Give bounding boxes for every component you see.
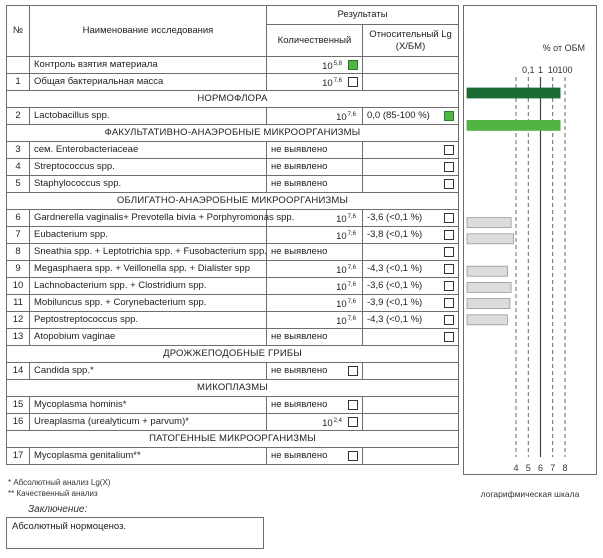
header-results: Результаты — [267, 6, 459, 25]
chart-bar — [467, 234, 514, 244]
row-number: 16 — [7, 414, 30, 431]
row-quant-cell — [267, 244, 363, 261]
row-quant-cell — [267, 329, 363, 346]
row-test-name: Общая бактериальная масса — [30, 74, 267, 91]
row-test-name: Staphylococcus spp. — [30, 176, 267, 193]
table-row — [7, 159, 459, 176]
chart-bar — [467, 299, 510, 309]
chart-bar — [467, 315, 507, 325]
section-title: ПАТОГЕННЫЕ МИКРООРГАНИЗМЫ — [7, 431, 459, 448]
row-rel-cell — [363, 329, 459, 346]
row-rel-cell — [363, 176, 459, 193]
chart-bar — [467, 282, 511, 292]
rel-value: -3,6 (<0,1 %) — [367, 212, 423, 223]
row-number: 13 — [7, 329, 30, 346]
footnote-2: ** Качественный анализ — [8, 489, 98, 498]
result-checkbox — [348, 400, 358, 410]
result-checkbox — [444, 315, 454, 325]
row-number: 9 — [7, 261, 30, 278]
row-quant-cell — [267, 159, 363, 176]
footnotes — [8, 477, 110, 499]
quant-value: 10 — [336, 230, 347, 242]
quant-value: не выявлено — [271, 161, 328, 172]
conclusion-box — [6, 517, 264, 549]
row-number: 17 — [7, 448, 30, 465]
result-checkbox — [444, 230, 454, 240]
top-tick-label: 0,1 — [521, 65, 535, 75]
table-row — [7, 397, 459, 414]
result-checkbox — [348, 77, 358, 87]
quant-exponent: 7,6 — [347, 264, 356, 271]
row-rel-cell — [363, 57, 459, 74]
table-row — [7, 176, 459, 193]
row-rel-cell — [363, 74, 459, 91]
bottom-tick-label: 7 — [550, 463, 556, 473]
table-row — [7, 244, 459, 261]
result-checkbox — [444, 145, 454, 155]
quant-value: не выявлено — [271, 450, 328, 461]
section-header — [7, 125, 459, 142]
quant-value: 10 — [336, 281, 347, 293]
row-rel-cell — [363, 414, 459, 431]
row-number: 15 — [7, 397, 30, 414]
section-header — [7, 380, 459, 397]
table-row — [7, 74, 459, 91]
row-number: 11 — [7, 295, 30, 312]
row-quant-cell — [267, 448, 363, 465]
results-table — [6, 5, 459, 465]
section-title: ФАКУЛЬТАТИВНО-АНАЭРОБНЫЕ МИКРООРГАНИЗМЫ — [7, 125, 459, 142]
quant-exponent: 2,4 — [333, 417, 342, 424]
row-test-name: Mycoplasma hominis* — [30, 397, 267, 414]
table-row — [7, 57, 459, 74]
row-rel-cell — [363, 312, 459, 329]
row-test-name: Lactobacillus spp. — [30, 108, 267, 125]
top-tick-label: 100 — [557, 65, 573, 75]
quant-exponent: 7,6 — [347, 315, 356, 322]
row-rel-cell — [363, 278, 459, 295]
row-number: 8 — [7, 244, 30, 261]
row-number: 2 — [7, 108, 30, 125]
result-checkbox — [348, 417, 358, 427]
table-body — [7, 57, 459, 465]
row-number: 7 — [7, 227, 30, 244]
scale-label: логарифмическая шкала — [480, 489, 580, 499]
table-row — [7, 414, 459, 431]
row-rel-cell — [363, 448, 459, 465]
header-quant: Количественный — [267, 25, 363, 57]
bottom-tick-label: 4 — [513, 463, 519, 473]
row-quant-cell — [267, 363, 363, 380]
row-test-name: Mycoplasma genitalium** — [30, 448, 267, 465]
row-quant-cell — [267, 295, 363, 312]
rel-value: -3,9 (<0,1 %) — [367, 297, 423, 308]
row-test-name: Ureaplasma (urealyticum + parvum)* — [30, 414, 267, 431]
header-num: № — [7, 6, 30, 57]
quant-value: 10 — [322, 77, 333, 89]
row-quant-cell — [267, 227, 363, 244]
footnote-1: * Абсолютный анализ Lg(X) — [8, 478, 111, 487]
row-rel-cell — [363, 227, 459, 244]
table-row — [7, 312, 459, 329]
row-number: 1 — [7, 74, 30, 91]
result-checkbox — [348, 451, 358, 461]
rel-value: 0,0 (85-100 %) — [367, 110, 430, 121]
quant-value: не выявлено — [271, 178, 328, 189]
quant-exponent: 5,8 — [333, 60, 342, 67]
conclusion-title: Заключение: — [28, 504, 88, 515]
row-quant-cell — [267, 261, 363, 278]
result-checkbox — [444, 213, 454, 223]
bottom-tick-label: 8 — [562, 463, 568, 473]
row-rel-cell — [363, 295, 459, 312]
section-title: МИКОПЛАЗМЫ — [7, 380, 459, 397]
row-number: 12 — [7, 312, 30, 329]
result-checkbox — [444, 179, 454, 189]
row-test-name: Lachnobacterium spp. + Clostridium spp. — [30, 278, 267, 295]
pct-label: % от ОБМ — [542, 43, 585, 53]
row-quant-cell — [267, 414, 363, 431]
row-number: 10 — [7, 278, 30, 295]
row-quant-cell — [267, 278, 363, 295]
row-rel-cell — [363, 363, 459, 380]
top-tick-label: 1 — [537, 65, 544, 75]
section-header — [7, 193, 459, 210]
row-number: 6 — [7, 210, 30, 227]
quant-value: не выявлено — [271, 246, 328, 257]
quant-exponent: 7,6 — [333, 77, 342, 84]
quant-value: 10 — [322, 417, 333, 429]
row-number: 4 — [7, 159, 30, 176]
quant-value: 10 — [336, 213, 347, 225]
row-number: 14 — [7, 363, 30, 380]
section-header — [7, 431, 459, 448]
row-test-name: Sneathia spp. + Leptotrichia spp. + Fusobacterium spp. — [30, 244, 267, 261]
quant-exponent: 7,6 — [347, 281, 356, 288]
row-quant-cell — [267, 74, 363, 91]
table-row — [7, 210, 459, 227]
quant-exponent: 7,6 — [347, 111, 356, 118]
header-name: Наименование исследования — [30, 6, 267, 57]
table-row — [7, 329, 459, 346]
quant-exponent: 7,6 — [347, 213, 356, 220]
bottom-tick-label: 5 — [525, 463, 531, 473]
result-checkbox — [444, 111, 454, 121]
section-title: ДРОЖЖЕПОДОБНЫЕ ГРИБЫ — [7, 346, 459, 363]
table-row — [7, 363, 459, 380]
quant-value: 10 — [336, 111, 347, 123]
row-quant-cell — [267, 142, 363, 159]
quant-value: 10 — [336, 315, 347, 327]
row-number: 3 — [7, 142, 30, 159]
quant-value: не выявлено — [271, 144, 328, 155]
row-test-name: Mobiluncus spp. + Corynebacterium spp. — [30, 295, 267, 312]
quant-value: 10 — [322, 60, 333, 72]
rel-value: -3,6 (<0,1 %) — [367, 280, 423, 291]
section-header — [7, 346, 459, 363]
result-checkbox — [444, 247, 454, 257]
row-test-name: Atopobium vaginae — [30, 329, 267, 346]
chart-bar — [467, 266, 507, 276]
row-number: 5 — [7, 176, 30, 193]
row-rel-cell — [363, 261, 459, 278]
result-checkbox — [444, 162, 454, 172]
header-row — [7, 6, 459, 25]
row-test-name: Eubacterium spp. — [30, 227, 267, 244]
row-rel-cell — [363, 244, 459, 261]
row-test-name: Контроль взятия материала — [30, 57, 267, 74]
quant-value: не выявлено — [271, 365, 328, 376]
chart-bar — [467, 120, 560, 130]
quant-value: 10 — [336, 264, 347, 276]
result-checkbox — [444, 264, 454, 274]
top-tick-label: 10 — [547, 65, 558, 75]
result-checkbox — [348, 60, 358, 70]
row-rel-cell — [363, 142, 459, 159]
section-title: ОБЛИГАТНО-АНАЭРОБНЫЕ МИКРООРГАНИЗМЫ — [7, 193, 459, 210]
header-rel: Относительный Lg (X/БМ) — [363, 25, 459, 57]
row-test-name: Peptostreptococcus spp. — [30, 312, 267, 329]
table-row — [7, 448, 459, 465]
row-rel-cell — [363, 159, 459, 176]
row-quant-cell — [267, 57, 363, 74]
quant-value: не выявлено — [271, 331, 328, 342]
table-row — [7, 108, 459, 125]
conclusion-text: Абсолютный нормоценоз. — [12, 521, 127, 532]
chart-bar — [467, 88, 560, 98]
row-rel-cell — [363, 210, 459, 227]
rel-value: -3,8 (<0,1 %) — [367, 229, 423, 240]
table-row — [7, 142, 459, 159]
row-test-name: сем. Enterobacteriaceae — [30, 142, 267, 159]
quant-exponent: 7,6 — [347, 298, 356, 305]
row-test-name: Streptococcus spp. — [30, 159, 267, 176]
result-checkbox — [444, 281, 454, 291]
row-test-name: Megasphaera spp. + Veillonella spp. + Dialister spp — [30, 261, 267, 278]
quant-exponent: 7,6 — [347, 230, 356, 237]
section-header — [7, 91, 459, 108]
row-quant-cell — [267, 312, 363, 329]
row-test-name: Candida spp.* — [30, 363, 267, 380]
row-quant-cell — [267, 176, 363, 193]
table-row — [7, 227, 459, 244]
table-row — [7, 295, 459, 312]
rel-value: -4,3 (<0,1 %) — [367, 314, 423, 325]
bottom-tick-label: 6 — [537, 463, 544, 473]
rel-value: -4,3 (<0,1 %) — [367, 263, 423, 274]
section-title: НОРМОФЛОРА — [7, 91, 459, 108]
row-rel-cell — [363, 108, 459, 125]
result-checkbox — [444, 298, 454, 308]
row-test-name: Gardnerella vaginalis+ Prevotella bivia + Porphyromonas spp. — [30, 210, 267, 227]
result-checkbox — [444, 332, 454, 342]
result-checkbox — [348, 366, 358, 376]
quant-value: 10 — [336, 298, 347, 310]
table-row — [7, 261, 459, 278]
table-row — [7, 278, 459, 295]
log-scale-chart — [463, 5, 597, 499]
row-quant-cell — [267, 397, 363, 414]
row-rel-cell — [363, 397, 459, 414]
chart-bar — [467, 218, 511, 228]
row-quant-cell — [267, 108, 363, 125]
row-number — [7, 57, 30, 74]
quant-value: не выявлено — [271, 399, 328, 410]
